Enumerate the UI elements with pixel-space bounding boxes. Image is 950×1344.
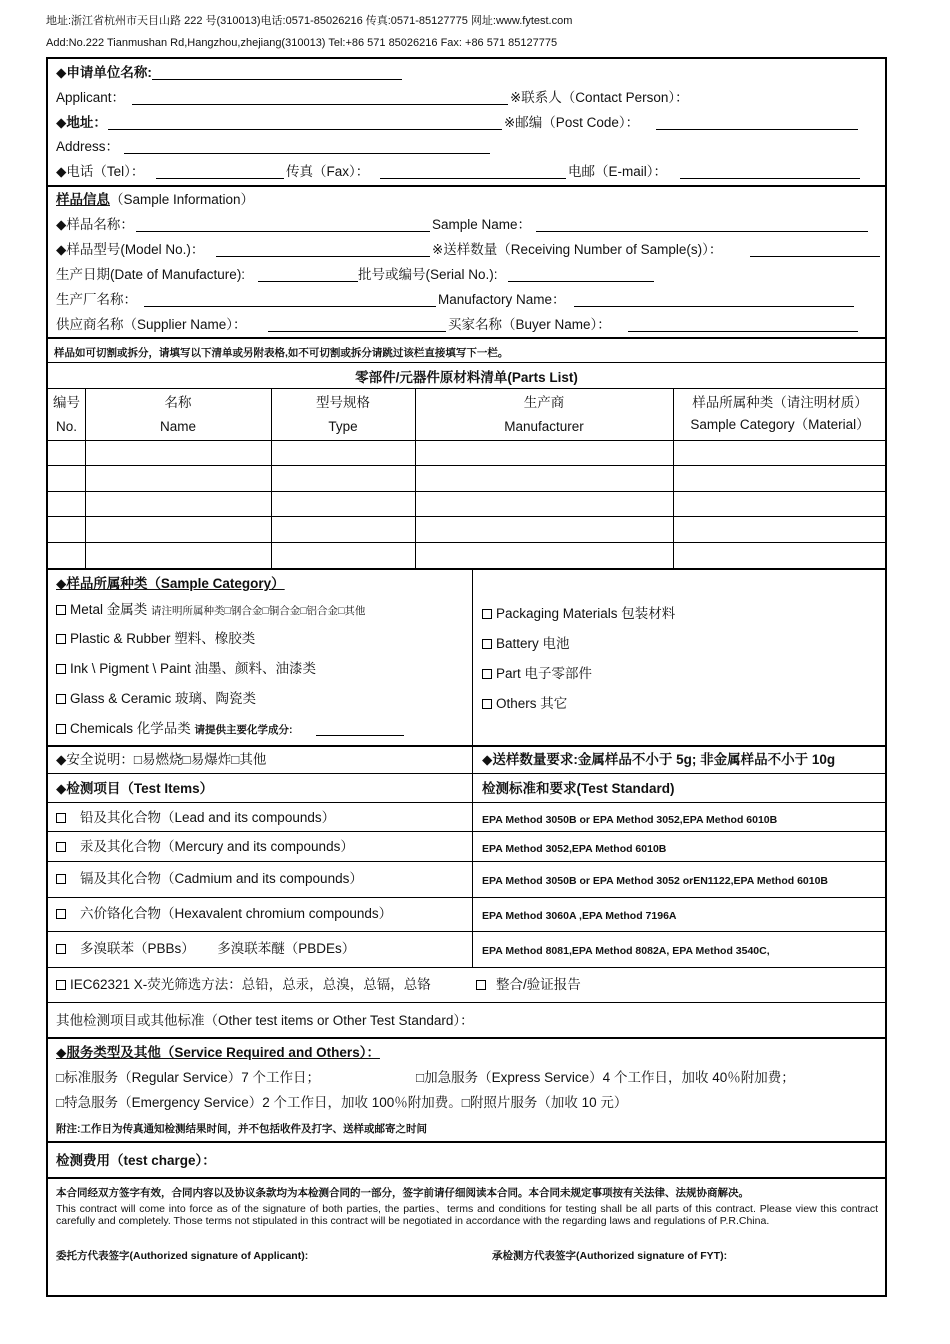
divider — [48, 1177, 885, 1179]
express-service[interactable]: □加急服务（Express Service）4 个工作日，加收 40％附加费； — [416, 1070, 795, 1085]
manufactory-en-label: Manufactory Name： — [438, 292, 566, 307]
applicant-field[interactable] — [132, 104, 508, 105]
report-option-label: 整合/验证报告 — [496, 977, 581, 992]
col-no-en: No. — [55, 419, 77, 434]
sample-name-cn-field[interactable] — [136, 231, 430, 232]
buyer-label: 买家名称（Buyer Name）： — [448, 317, 611, 332]
test-item-lead[interactable] — [56, 810, 335, 826]
chem-note: 请提供主要化学成分: — [194, 724, 293, 736]
test-item-cadmium[interactable] — [56, 871, 363, 887]
service-note: 附注:工作日为传真通知检测结果时间，并不包括收件及打字、送样或邮寄之时间 — [56, 1123, 427, 1135]
table-row[interactable] — [48, 516, 885, 517]
col-line — [271, 388, 272, 568]
applicant-name-label: ◆申请单位名称: — [56, 65, 152, 80]
col-manufacturer-en: Manufacturer — [504, 419, 584, 434]
col-category-cn: 样品所属种类（请注明材质） — [692, 395, 868, 410]
manufactory-cn-field[interactable] — [144, 306, 436, 307]
table-row[interactable] — [48, 491, 885, 492]
col-category-en: Sample Category（Material） — [690, 417, 870, 432]
category-others-label: Others 其它 — [496, 696, 568, 711]
receiving-number-field[interactable] — [750, 256, 880, 257]
model-field[interactable] — [216, 256, 430, 257]
checkbox[interactable] — [482, 699, 492, 709]
category-part[interactable] — [482, 666, 592, 682]
serial-label: 批号或编号(Serial No.): — [358, 267, 498, 282]
checkbox[interactable] — [482, 669, 492, 679]
test-standard-header: 检测标准和要求(Test Standard) — [482, 781, 675, 796]
divider — [48, 568, 885, 570]
service-title: ◆服务类型及其他（Service Required and Others）： — [56, 1045, 380, 1060]
category-packaging[interactable] — [482, 606, 675, 622]
serial-field[interactable] — [508, 281, 654, 282]
address-en-field[interactable] — [124, 153, 490, 154]
applicant-signature-label: 委托方代表签字(Authorized signature of Applicant): — [56, 1250, 309, 1262]
category-glass[interactable] — [56, 691, 256, 707]
supplier-field[interactable] — [268, 331, 446, 332]
regular-service[interactable]: □标准服务（Regular Service）7 个工作日； — [56, 1070, 320, 1085]
divider — [48, 861, 885, 862]
test-standard-pbb: EPA Method 8081,EPA Method 8082A, EPA Method 3540C, — [482, 945, 770, 957]
divider — [48, 337, 885, 339]
postcode-label: ※邮编（Post Code）： — [504, 115, 640, 130]
category-glass-label: Glass & Ceramic 玻璃、陶瓷类 — [70, 691, 257, 706]
category-metal-label: Metal 金属类 — [70, 602, 148, 617]
test-item-iec[interactable] — [56, 977, 431, 993]
divider — [48, 1037, 885, 1039]
checkbox[interactable] — [56, 605, 66, 615]
fax-label: 传真（Fax）： — [286, 164, 370, 179]
test-item-cadmium-label: 镉及其化合物（Cadmium and its compounds） — [80, 871, 363, 886]
chem-field[interactable] — [316, 735, 404, 736]
test-item-mercury[interactable] — [56, 839, 354, 855]
checkbox[interactable] — [56, 813, 66, 823]
divider — [48, 931, 885, 932]
test-items-header: ◆检测项目（Test Items） — [56, 781, 214, 796]
checkbox[interactable] — [56, 944, 66, 954]
checkbox[interactable] — [56, 842, 66, 852]
report-option[interactable] — [476, 977, 581, 993]
col-name-en: Name — [159, 419, 196, 434]
parts-note: 样品如可切割或拆分，请填写以下清单或另附表格,如不可切割或拆分请跳过该栏直接填写下一栏。 — [54, 347, 509, 359]
checkbox[interactable] — [476, 980, 486, 990]
category-chemicals-label: Chemicals 化学品类 — [70, 721, 191, 736]
test-standard-mercury: EPA Method 3052,EPA Method 6010B — [482, 843, 667, 855]
category-others[interactable] — [482, 696, 567, 712]
tel-field[interactable] — [156, 178, 284, 179]
table-row[interactable] — [48, 542, 885, 543]
divider — [48, 1002, 885, 1003]
address-field[interactable] — [108, 129, 502, 130]
col-type-cn: 型号规格 — [316, 395, 370, 410]
divider — [48, 1141, 885, 1143]
metal-note: 请注明所属种类□钢合金□铜合金□铝合金□其他 — [151, 605, 366, 617]
category-ink[interactable] — [56, 661, 316, 677]
other-tests-label: 其他检测项目或其他标准（Other test items or Other Test Standard）： — [56, 1013, 474, 1028]
manufacture-date-field[interactable] — [258, 281, 358, 282]
col-type-en: Type — [328, 419, 358, 434]
applicant-label: Applicant： — [56, 90, 126, 105]
applicant-name-field[interactable] — [152, 79, 402, 80]
divider — [48, 745, 885, 747]
category-packaging-label: Packaging Materials 包装材料 — [496, 606, 676, 621]
sample-name-en-label: Sample Name： — [432, 217, 532, 232]
email-field[interactable] — [680, 178, 860, 179]
receiving-number-label: ※送样数量（Receiving Number of Sample(s)）： — [432, 242, 723, 257]
col-line — [85, 388, 86, 568]
divider — [48, 388, 885, 389]
tel-label: ◆电话（Tel）： — [56, 164, 145, 179]
divider — [48, 967, 885, 968]
sample-name-en-field[interactable] — [536, 231, 868, 232]
checkbox[interactable] — [56, 664, 66, 674]
col-line — [673, 388, 674, 568]
test-standard-chromium: EPA Method 3060A ,EPA Method 7196A — [482, 910, 677, 922]
test-item-pbb[interactable] — [56, 941, 355, 957]
email-label: 电邮（E-mail）： — [568, 164, 668, 179]
category-battery[interactable] — [482, 636, 570, 652]
contract-cn: 本合同经双方签字有效，合同内容以及协议条款均为本检测合同的一部分，签字前请仔细阅读本合同。本合同未规定事项按有关法律、法规协商解决。 — [56, 1187, 749, 1199]
test-item-pbb-label: 多溴联苯（PBBs） 多溴联苯醚（PBDEs） — [80, 941, 356, 956]
buyer-field[interactable] — [628, 331, 858, 332]
header-address-en: Add:No.222 Tianmushan Rd,Hangzhou,zhejiang(310013) Tel:+86 571 85026216 Fax: +86 571 85127775 — [46, 37, 558, 49]
divider — [48, 802, 885, 803]
col-line — [415, 388, 416, 568]
safety-label: ◆安全说明：□易燃烧□易爆炸□其他 — [56, 752, 267, 767]
test-item-mercury-label: 汞及其化合物（Mercury and its compounds） — [80, 839, 354, 854]
supplier-label: 供应商名称（Supplier Name）： — [56, 317, 247, 332]
divider — [48, 831, 885, 832]
checkbox[interactable] — [56, 724, 66, 734]
test-charge-label: 检测费用（test charge）： — [56, 1153, 216, 1168]
checkbox[interactable] — [482, 639, 492, 649]
checkbox[interactable] — [56, 874, 66, 884]
divider — [48, 362, 885, 363]
fyt-signature-label: 承检测方代表签字(Authorized signature of FYT): — [492, 1250, 728, 1262]
test-standard-lead: EPA Method 3050B or EPA Method 3052,EPA Method 6010B — [482, 814, 778, 826]
divider — [48, 773, 885, 774]
test-item-lead-label: 铅及其化合物（Lead and its compounds） — [80, 810, 336, 825]
sample-name-cn-label: ◆样品名称： — [56, 217, 134, 232]
col-no-cn: 编号 — [53, 395, 80, 410]
table-row[interactable] — [48, 465, 885, 466]
col-line — [472, 568, 473, 794]
header-address-cn: 地址:浙江省杭州市天目山路 222 号(310013)电话:0571-85026216 传真:0571-85127775 网址:www.fytest.com — [46, 15, 573, 27]
address-en-label: Address： — [56, 139, 120, 154]
sample-info-title — [56, 192, 254, 208]
emergency-service[interactable]: □特急服务（Emergency Service）2 个工作日，加收 100％附加费。□附照片服务（加收 10 元） — [56, 1095, 628, 1110]
category-plastic[interactable] — [56, 631, 255, 647]
checkbox[interactable] — [56, 909, 66, 919]
quantity-requirement: ◆送样数量要求:金属样品不小于 5g; 非金属样品不小于 10g — [482, 752, 836, 767]
address-label: ◆地址： — [56, 115, 107, 130]
table-row[interactable] — [48, 440, 885, 441]
fax-field[interactable] — [380, 178, 566, 179]
col-name-cn: 名称 — [164, 395, 192, 410]
test-item-iec-label: IEC62321 X-荧光筛选方法：总铅，总汞，总溴，总镉，总铬 — [70, 977, 431, 992]
test-standard-cadmium: EPA Method 3050B or EPA Method 3052 orEN1122,EPA Method 6010B — [482, 875, 829, 887]
test-item-chromium-label: 六价铬化合物（Hexavalent chromium compounds） — [80, 906, 393, 921]
manufactory-cn-label: 生产厂名称： — [56, 292, 137, 307]
contact-person-label: ※联系人（Contact Person）： — [510, 90, 689, 105]
checkbox[interactable] — [56, 694, 66, 704]
category-part-label: Part 电子零部件 — [496, 666, 593, 681]
test-item-chromium[interactable] — [56, 906, 392, 922]
manufactory-en-field[interactable] — [574, 306, 854, 307]
parts-list-title: 零部件/元器件原材料清单(Parts List) — [355, 370, 578, 385]
category-title: ◆样品所属种类（Sample Category） — [56, 576, 285, 591]
contract-en: This contract will come into force as of the signature of both parties, the parties、terms and conditions for testing shall be all parts of this contract. Please view this contract carefully and completely. Those terms not stipulated in this contract will be negotiated in accordance with the regarding laws and regulations of P.R.China. — [56, 1203, 878, 1227]
checkbox[interactable] — [482, 609, 492, 619]
checkbox[interactable] — [56, 634, 66, 644]
col-manufacturer-cn: 生产商 — [523, 395, 565, 410]
manufacture-date-label: 生产日期(Date of Manufacture): — [56, 267, 246, 282]
sample-info-title-en: （Sample Information） — [110, 192, 255, 207]
checkbox[interactable] — [56, 980, 66, 990]
category-plastic-label: Plastic & Rubber 塑料、橡胶类 — [70, 631, 256, 646]
category-ink-label: Ink \ Pigment \ Paint 油墨、颜料、油漆类 — [70, 661, 317, 676]
category-battery-label: Battery 电池 — [496, 636, 570, 651]
postcode-field[interactable] — [656, 129, 858, 130]
model-label: ◆样品型号(Model No.)： — [56, 242, 205, 257]
divider — [48, 185, 885, 187]
category-chemicals[interactable] — [56, 721, 293, 738]
sample-info-title-cn: 样品信息 — [56, 192, 110, 207]
category-metal[interactable] — [56, 602, 365, 619]
divider — [48, 897, 885, 898]
application-form — [46, 57, 887, 1297]
